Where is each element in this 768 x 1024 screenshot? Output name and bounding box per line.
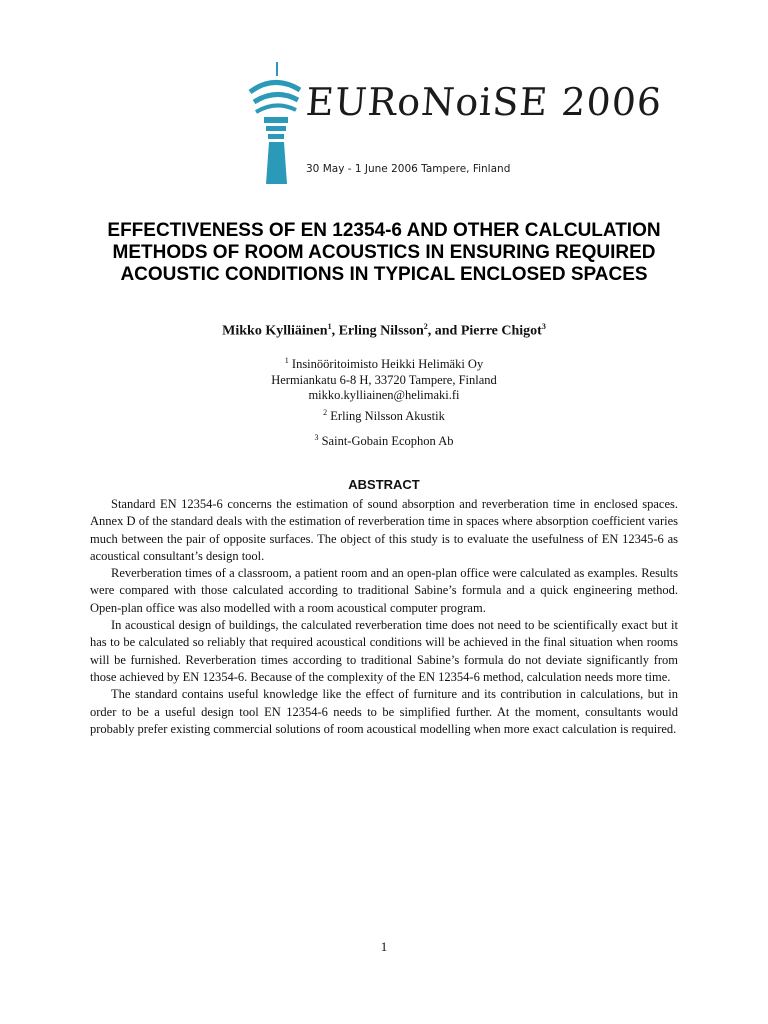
paper-title: EFFECTIVENESS OF EN 12354-6 AND OTHER CALCULATION METHODS OF ROOM ACOUSTICS IN ENSURING REQUIRED ACOUSTIC CONDITIONS IN TYPICAL ENCLOSED SPACES xyxy=(107,220,661,285)
logo-date-line: 30 May - 1 June 2006 Tampere, Finland xyxy=(306,163,511,175)
author-name: Mikko Kylliäinen xyxy=(222,323,328,339)
abstract-body xyxy=(90,496,678,738)
abstract-paragraph: Reverberation times of a classroom, a patient room and an open-plan office were calculated as examples. Results were compared with those calculated according to traditional Sabine’s formula and a quick engineering method. Open-plan office was also modelled with a room acoustical computer program. xyxy=(90,566,678,615)
conference-logo xyxy=(244,62,664,184)
affiliation-mark: 2 xyxy=(323,408,328,417)
affiliation-mark: 1 xyxy=(284,356,289,365)
affiliation-2 xyxy=(80,405,688,425)
affiliation-line: Saint-Gobain Ecophon Ab xyxy=(321,434,454,449)
author-affiliation-mark: 3 xyxy=(541,322,546,331)
author-list xyxy=(80,322,688,340)
affiliation-line: Erling Nilsson Akustik xyxy=(330,409,445,424)
author-email: mikko.kylliainen@helimaki.fi xyxy=(308,388,460,403)
abstract-heading: ABSTRACT xyxy=(348,477,420,492)
author-name: Erling Nilsson xyxy=(338,323,424,339)
affiliation-mark: 3 xyxy=(314,433,319,442)
author-separator: , xyxy=(331,323,339,339)
logo-wordmark: EURoNoiSE 2006 xyxy=(304,80,664,124)
author-separator: , and xyxy=(427,323,461,339)
affiliation-line: Hermiankatu 6-8 H, 33720 Tampere, Finland xyxy=(271,372,497,387)
author-affiliation-mark: 2 xyxy=(423,322,428,331)
affiliation-3 xyxy=(80,430,688,450)
abstract-paragraph: In acoustical design of buildings, the calculated reverberation time does not need to be scientifically exact but it has to be calculated so reliably that required acoustical conditions will be achieved in the final situation when rooms will be furnished. Reverberation times according to traditional Sabine’s formula do not deviate significantly from those achieved by EN 12354-6. Because of the complexity of the EN 12354-6 method, calculation needs more time. xyxy=(90,618,678,684)
author-name: Pierre Chigot xyxy=(460,323,542,339)
abstract-paragraph: Standard EN 12354-6 concerns the estimation of sound absorption and reverberation time in enclosed spaces. Annex D of the standard deals with the estimation of reverberation time in spaces where absorption coefficient varies much between the pair of opposite surfaces. The object of this study is to evaluate the usefulness of EN 12345-6 as acoustical consultant’s design tool. xyxy=(90,497,678,563)
affiliation-1 xyxy=(80,353,688,404)
page-number: 1 xyxy=(380,939,388,954)
author-affiliation-mark: 1 xyxy=(327,322,332,331)
abstract-paragraph: The standard contains useful knowledge like the effect of furniture and its contribution in calculations, but in order to be a useful design tool EN 12354-6 needs to be simplified further. At the moment, consultants would probably prefer existing commercial solutions of room acoustical modelling when more exact calculation is required. xyxy=(90,687,678,736)
affiliation-line: Insinööritoimisto Heikki Helimäki Oy xyxy=(291,357,484,372)
